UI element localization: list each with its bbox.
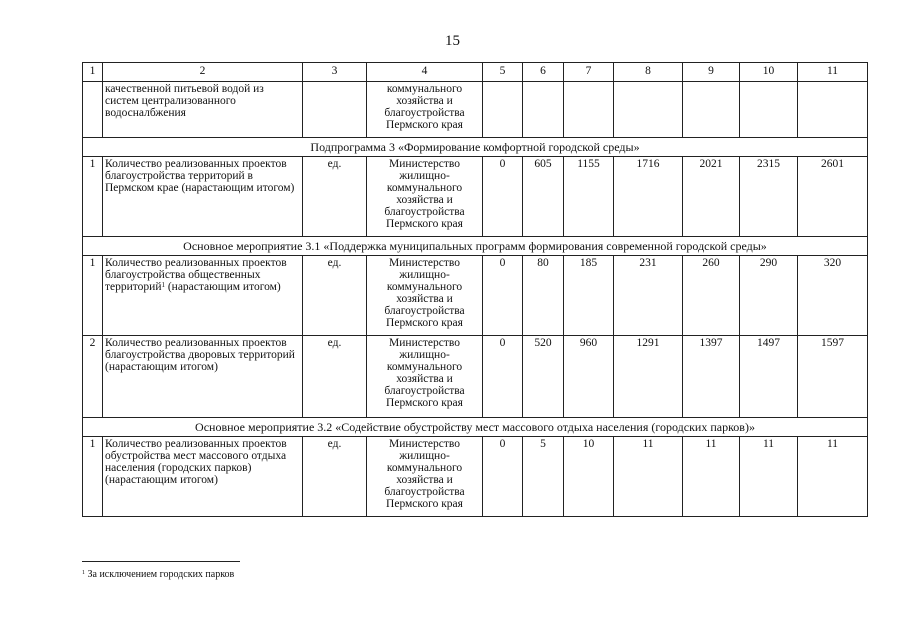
value-cell: 231 bbox=[614, 256, 683, 336]
value-cell bbox=[523, 82, 564, 138]
value-cell: 520 bbox=[523, 336, 564, 418]
value-cell: 1597 bbox=[798, 336, 868, 418]
value-cell: 1291 bbox=[614, 336, 683, 418]
column-number: 4 bbox=[367, 63, 483, 82]
section-title: Основное мероприятие 3.2 «Содействие обустройству мест массового отдыха населения (городских парков)» bbox=[83, 418, 868, 437]
value-cell: 605 bbox=[523, 157, 564, 237]
value-cell: 1155 bbox=[564, 157, 614, 237]
value-cell: 1397 bbox=[683, 336, 740, 418]
footnote bbox=[82, 569, 234, 580]
column-numbers-row bbox=[83, 63, 868, 82]
value-cell: 11 bbox=[683, 437, 740, 517]
indicator-cell: Количество реализованных проектов обустройства мест массового отдыха населения (городских парков) (нарастающим итогом) bbox=[103, 437, 303, 517]
footnote-divider bbox=[82, 561, 240, 562]
value-cell: 1497 bbox=[740, 336, 798, 418]
column-number: 3 bbox=[303, 63, 367, 82]
row-number-cell: 1 bbox=[83, 437, 103, 517]
value-cell bbox=[740, 82, 798, 138]
section-header-row bbox=[83, 138, 868, 157]
value-cell: 1716 bbox=[614, 157, 683, 237]
responsible-cell: Министерство жилищно-коммунального хозяйства и благоустройства Пермского края bbox=[367, 157, 483, 237]
column-number: 10 bbox=[740, 63, 798, 82]
value-cell: 960 bbox=[564, 336, 614, 418]
column-number: 9 bbox=[683, 63, 740, 82]
footnote-number: 1 bbox=[82, 570, 85, 576]
value-cell: 80 bbox=[523, 256, 564, 336]
unit-cell: ед. bbox=[303, 256, 367, 336]
value-cell: 11 bbox=[798, 437, 868, 517]
value-cell bbox=[798, 82, 868, 138]
row-number-cell bbox=[83, 82, 103, 138]
value-cell: 10 bbox=[564, 437, 614, 517]
section-header-row bbox=[83, 237, 868, 256]
unit-cell: ед. bbox=[303, 437, 367, 517]
indicators-table bbox=[82, 62, 868, 517]
unit-cell bbox=[303, 82, 367, 138]
responsible-cell: Министерство жилищно-коммунального хозяйства и благоустройства Пермского края bbox=[367, 437, 483, 517]
indicator-cell: Количество реализованных проектов благоустройства дворовых территорий (нарастающим итогом) bbox=[103, 336, 303, 418]
responsible-cell: Министерство жилищно-коммунального хозяйства и благоустройства Пермского края bbox=[367, 336, 483, 418]
value-cell: 320 bbox=[798, 256, 868, 336]
value-cell: 11 bbox=[740, 437, 798, 517]
column-number: 2 bbox=[103, 63, 303, 82]
value-cell: 0 bbox=[483, 336, 523, 418]
value-cell: 2315 bbox=[740, 157, 798, 237]
value-cell: 260 bbox=[683, 256, 740, 336]
column-number: 6 bbox=[523, 63, 564, 82]
indicator-text: Количество реализованных проектов благоустройства общественных территорий bbox=[105, 257, 287, 293]
footnote-text: За исключением городских парков bbox=[87, 569, 235, 580]
responsible-cell: коммунального хозяйства и благоустройства Пермского края bbox=[367, 82, 483, 138]
table-row bbox=[83, 256, 868, 336]
responsible-cell: Министерство жилищно-коммунального хозяйства и благоустройства Пермского края bbox=[367, 256, 483, 336]
column-number: 8 bbox=[614, 63, 683, 82]
indicator-cell: Количество реализованных проектов благоустройства территорий в Пермском крае (нарастающим итогом) bbox=[103, 157, 303, 237]
value-cell bbox=[614, 82, 683, 138]
value-cell: 290 bbox=[740, 256, 798, 336]
footnote-marker: 1 bbox=[161, 281, 165, 289]
indicator-tail: (нарастающим итогом) bbox=[167, 281, 281, 293]
table-row bbox=[83, 336, 868, 418]
indicator-cell bbox=[103, 256, 303, 336]
value-cell: 11 bbox=[614, 437, 683, 517]
carryover-row bbox=[83, 82, 868, 138]
column-number: 1 bbox=[83, 63, 103, 82]
row-number-cell: 1 bbox=[83, 256, 103, 336]
value-cell bbox=[483, 82, 523, 138]
section-title: Основное мероприятие 3.1 «Поддержка муниципальных программ формирования современной городской среды» bbox=[83, 237, 868, 256]
unit-cell: ед. bbox=[303, 336, 367, 418]
table-row bbox=[83, 157, 868, 237]
value-cell: 5 bbox=[523, 437, 564, 517]
value-cell: 0 bbox=[483, 157, 523, 237]
row-number-cell: 1 bbox=[83, 157, 103, 237]
unit-cell: ед. bbox=[303, 157, 367, 237]
indicator-cell: качественной питьевой водой из систем централизованного водосналбжения bbox=[103, 82, 303, 138]
column-number: 7 bbox=[564, 63, 614, 82]
column-number: 5 bbox=[483, 63, 523, 82]
section-header-row bbox=[83, 418, 868, 437]
table-row bbox=[83, 437, 868, 517]
value-cell: 2601 bbox=[798, 157, 868, 237]
page-number: 15 bbox=[445, 33, 460, 49]
section-title: Подпрограмма 3 «Формирование комфортной городской среды» bbox=[83, 138, 868, 157]
column-number: 11 bbox=[798, 63, 868, 82]
value-cell: 2021 bbox=[683, 157, 740, 237]
value-cell: 185 bbox=[564, 256, 614, 336]
value-cell: 0 bbox=[483, 437, 523, 517]
value-cell: 0 bbox=[483, 256, 523, 336]
row-number-cell: 2 bbox=[83, 336, 103, 418]
value-cell bbox=[683, 82, 740, 138]
value-cell bbox=[564, 82, 614, 138]
